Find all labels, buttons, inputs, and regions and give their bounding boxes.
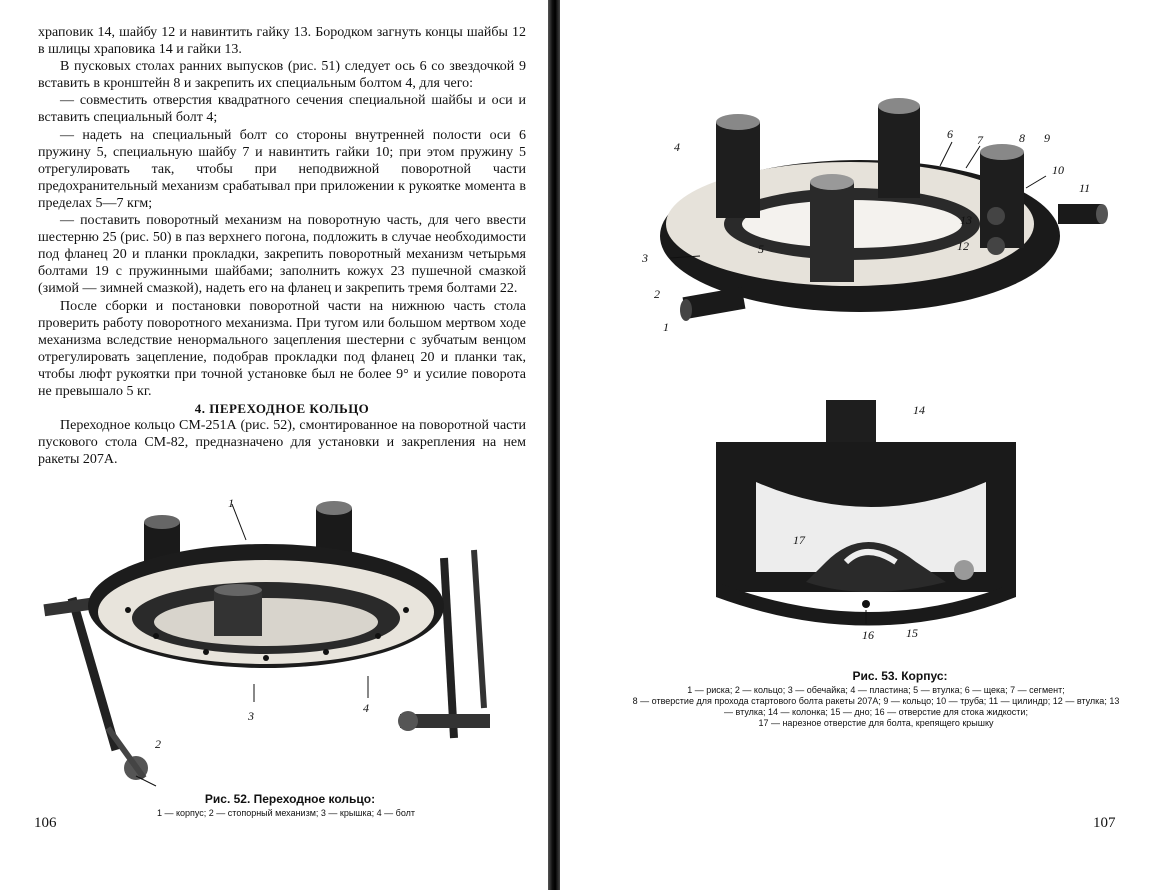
callout-2: 2 [654, 287, 660, 301]
paragraph: — совместить отверстия квадратного сечения специальной шайбы и оси и вставить специальный болт 4; [38, 93, 526, 126]
page-number-right: 107 [1093, 815, 1116, 831]
callout-1: 1 [228, 496, 234, 510]
paragraph: — поставить поворотный механизм на поворотную часть, для чего ввести шестерню 25 (рис. 50) в паз верхнего погона, подложить в случае необходимости под фланец 20 и планки прокладки, закрепить поворотный механизм четырьмя болтами 19 с пружинными шайбами; заполнить кожух 23 пушечной смазкой (зимой — зимней смазкой), надеть его на фланец и закрепить тремя болтами 22. [38, 213, 526, 297]
figure-53-bottom-photo [716, 392, 1026, 654]
callout-5: 5 [758, 242, 764, 256]
callout-14: 14 [913, 403, 925, 417]
page-number-left: 106 [34, 815, 57, 831]
figure-53-housing-photo [640, 96, 1110, 356]
figure-53-caption-title: Рис. 53. Корпус: [852, 669, 948, 683]
callout-2: 2 [155, 737, 161, 751]
section-heading: 4. ПЕРЕХОДНОЕ КОЛЬЦО [194, 401, 370, 417]
callout-13: 13 [960, 213, 972, 227]
paragraph: После сборки и постановки поворотной части на нижнюю часть стола проверить работу поворотного механизма. При тугом или большом мертвом ходе механизма вследствие ненормального зацепления шестерни с зубчатым венцом отрегулировать зацепление, подобрав прокладки под фланец 20 и планки так, чтобы люфт рукоятки при точной установке был не более 9° и усилие поворота не превышало 5 кг. [38, 298, 526, 399]
figure-52-caption-body: 1 — корпус; 2 — стопорный механизм; 3 — крышка; 4 — болт [156, 808, 416, 818]
paragraph: храповик 14, шайбу 12 и навинтить гайку 13. Бородком загнуть концы шайбы 12 в шлицы храповика 14 и гайки 13. [38, 25, 526, 58]
figure-53-caption-line: 1 — риска; 2 — кольцо; 3 — обечайка; 4 — пластина; 5 — втулка; 6 — щека; 7 — сегмент; [687, 685, 1065, 695]
callout-15: 15 [906, 626, 918, 640]
callout-10: 10 [1052, 163, 1064, 177]
left-page [0, 0, 548, 890]
callout-6: 6 [947, 127, 953, 141]
callout-11: 11 [1079, 181, 1091, 195]
callout-17: 17 [793, 533, 805, 547]
paragraph: В пусковых столах ранних выпусков (рис. 51) следует ось 6 со звездочкой 9 вставить в кронштейн 8 и закрепить их специальным болтом 4, для чего: [38, 59, 526, 92]
figure-52-photo [36, 488, 496, 788]
book-spine [548, 0, 560, 890]
callout-4: 4 [363, 701, 369, 715]
left-page-text [38, 24, 526, 468]
callout-3: 3 [248, 709, 254, 723]
callout-3: 3 [642, 251, 648, 265]
figure-53-caption-line: 17 — нарезное отверстие для болта, крепящего крышку [758, 718, 994, 728]
paragraph: Переходное кольцо СМ-251А (рис. 52), смонтированное на поворотной части пускового стола СМ-82, предназначено для установки и закрепления на нем ракеты 207А. [38, 418, 526, 468]
callout-9: 9 [1044, 131, 1050, 145]
callout-1: 1 [663, 320, 669, 334]
callout-16: 16 [862, 628, 874, 642]
paragraph: — надеть на специальный болт со стороны внутренней полости оси 6 пружину 5, специальную шайбу 7 и навинтить гайки 10; при этом пружину 5 отрегулировать так, чтобы при неподвижной поворотной части предохранительный механизм срабатывал при приложении к рукоятке момента в пределах 5—7 кгм; [38, 127, 526, 211]
callout-8: 8 [1019, 131, 1025, 145]
figure-52-caption-title: Рис. 52. Переходное кольцо: [204, 792, 376, 806]
callout-12: 12 [957, 239, 969, 253]
callout-7: 7 [977, 133, 983, 147]
callout-4: 4 [674, 140, 680, 154]
figure-53-caption-line: 8 — отверстие для прохода стартового болта ракеты 207А; 9 — кольцо; 10 — труба; 11 — цилиндр; 12 — втулка; 13 — втулка; 14 — колонка; 15 — дно; 16 — отверстие для стока жидкости; [632, 696, 1120, 717]
